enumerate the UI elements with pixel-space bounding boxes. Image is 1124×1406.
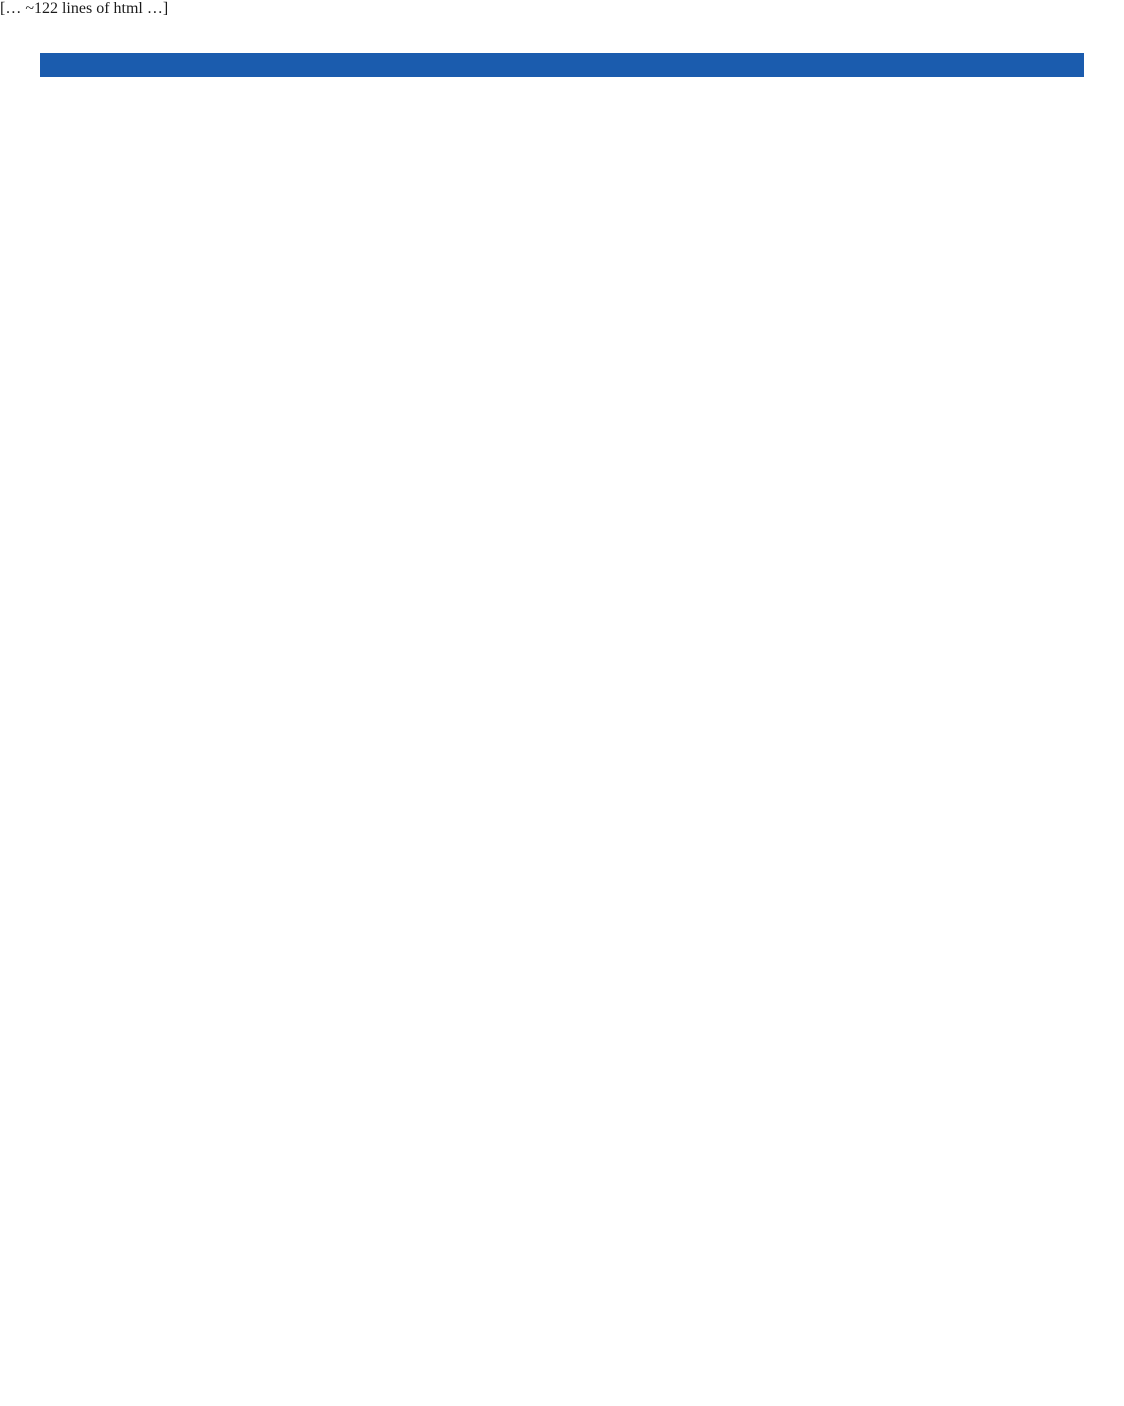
section-header-bar [40, 53, 1084, 77]
